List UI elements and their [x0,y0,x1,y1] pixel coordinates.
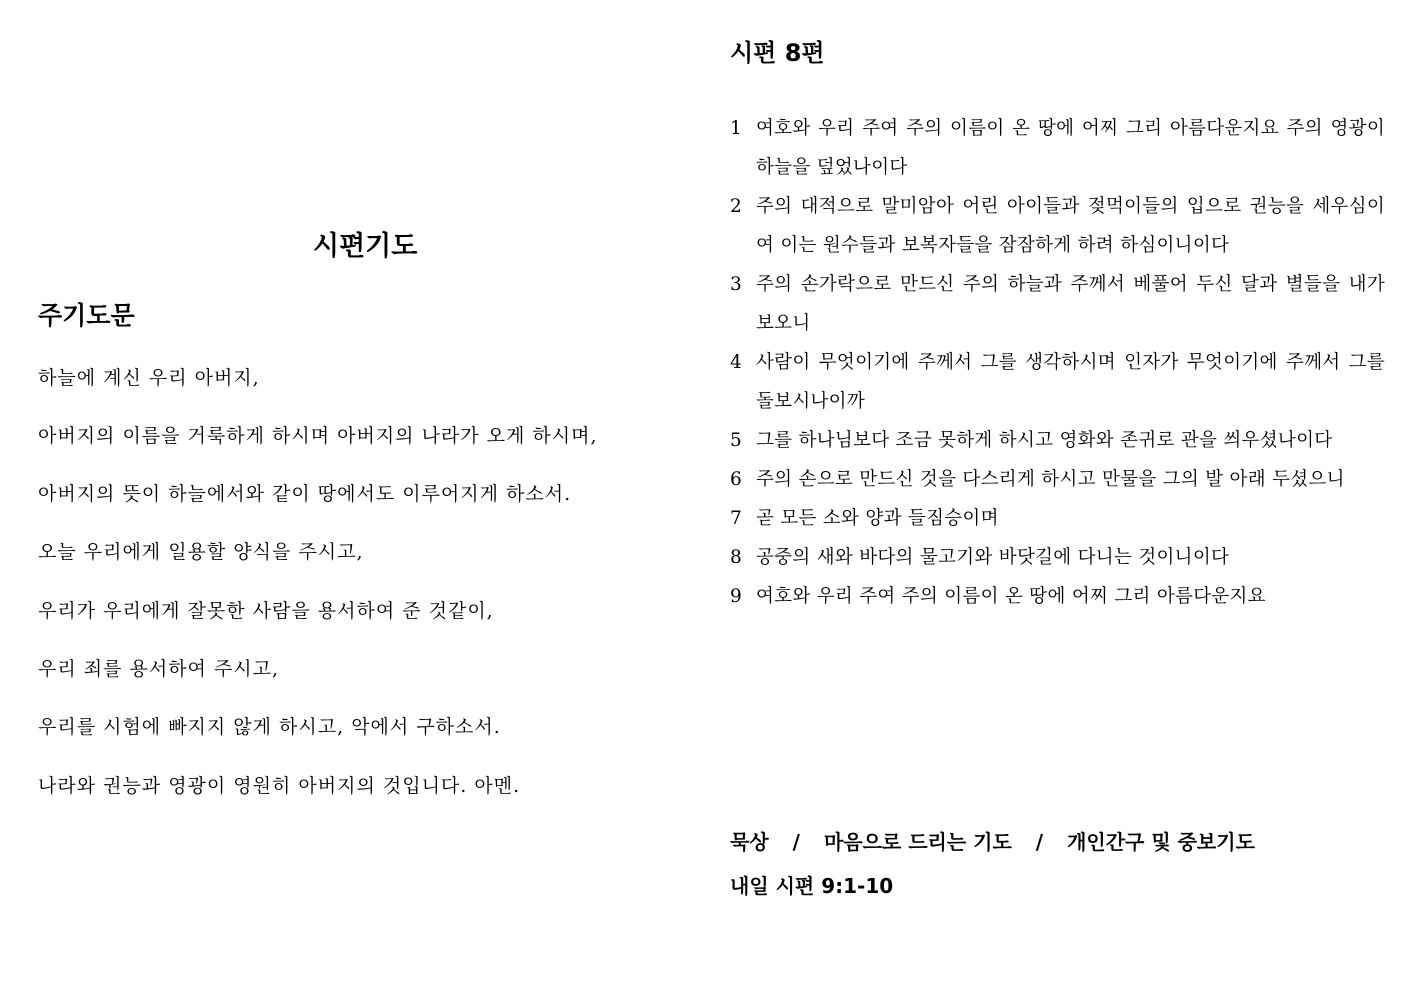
verse-item [730,499,1385,538]
page-title: 시편기도 [313,231,418,262]
verse-text: 사람이 무엇이기에 주께서 그를 생각하시며 인자가 무엇이기에 주께서 그를 돌보시나이까 [756,352,1385,412]
verse-text: 주의 대적으로 말미암아 어린 아이들과 젖먹이들의 입으로 권능을 세우심이여 이는 원수들과 보복자들을 잠잠하게 하려 하심이니이다 [756,196,1385,256]
intercession-label: 개인간구 및 중보기도 [1067,830,1255,854]
prayer-line: 아버지의 이름을 거룩하게 하시며 아버지의 나라가 오게 하시며, [38,425,598,447]
prayer-guide-line [730,826,1255,855]
verse-number: 8 [730,547,743,568]
verse-number: 3 [730,274,743,295]
verse-text: 여호와 우리 주여 주의 이름이 온 땅에 어찌 그리 아름다운지요 주의 영광이 하늘을 덮었나이다 [756,118,1385,178]
heart-prayer-label: 마음으로 드리는 기도 [823,830,1012,854]
verse-list [730,109,1385,616]
verse-item [730,265,1385,343]
prayer-line: 나라와 권능과 영광이 영원히 아버지의 것입니다. 아멘. [38,775,521,797]
verse-number: 4 [730,352,743,373]
meditation-label: 묵상 [730,830,769,854]
separator: / [1035,830,1044,854]
lords-prayer-heading: 주기도문 [38,301,135,330]
verse-item [730,187,1385,265]
verse-item [730,109,1385,187]
verse-text: 여호와 우리 주여 주의 이름이 온 땅에 어찌 그리 아름다운지요 [756,586,1266,607]
verse-number: 9 [730,586,743,607]
verse-item [730,538,1385,577]
verse-text: 공중의 새와 바다의 물고기와 바닷길에 다니는 것이니이다 [756,547,1230,568]
prayer-line: 우리가 우리에게 잘못한 사람을 용서하여 준 것같이, [38,600,494,622]
separator: / [792,830,800,854]
prayer-line: 하늘에 계신 우리 아버지, [38,367,260,389]
psalm-title: 시편 8편 [730,39,825,67]
verse-item [730,421,1385,460]
verse-item [730,460,1385,499]
verse-text: 주의 손으로 만드신 것을 다스리게 하시고 만물을 그의 발 아래 두셨으니 [756,469,1345,490]
verse-text: 그를 하나님보다 조금 못하게 하시고 영화와 존귀로 관을 씌우셨나이다 [756,430,1333,451]
verse-item [730,577,1385,616]
prayer-line: 우리 죄를 용서하여 주시고, [38,658,280,680]
prayer-line: 아버지의 뜻이 하늘에서와 같이 땅에서도 이루어지게 하소서. [38,483,572,505]
verse-number: 5 [730,430,743,451]
verse-number: 6 [730,469,743,490]
prayer-line: 오늘 우리에게 일용할 양식을 주시고, [38,541,364,563]
verse-text: 곧 모든 소와 양과 들짐승이며 [756,508,999,529]
verse-number: 7 [730,508,743,529]
verse-text: 주의 손가락으로 만드신 주의 하늘과 주께서 베풀어 두신 달과 별들을 내가 보오니 [756,274,1385,334]
tomorrow-reading: 내일 시편 9:1-10 [730,874,894,898]
verse-item [730,343,1385,421]
verse-number: 2 [730,196,743,217]
verse-number: 1 [730,118,743,139]
prayer-line: 우리를 시험에 빠지지 않게 하시고, 악에서 구하소서. [38,716,501,738]
